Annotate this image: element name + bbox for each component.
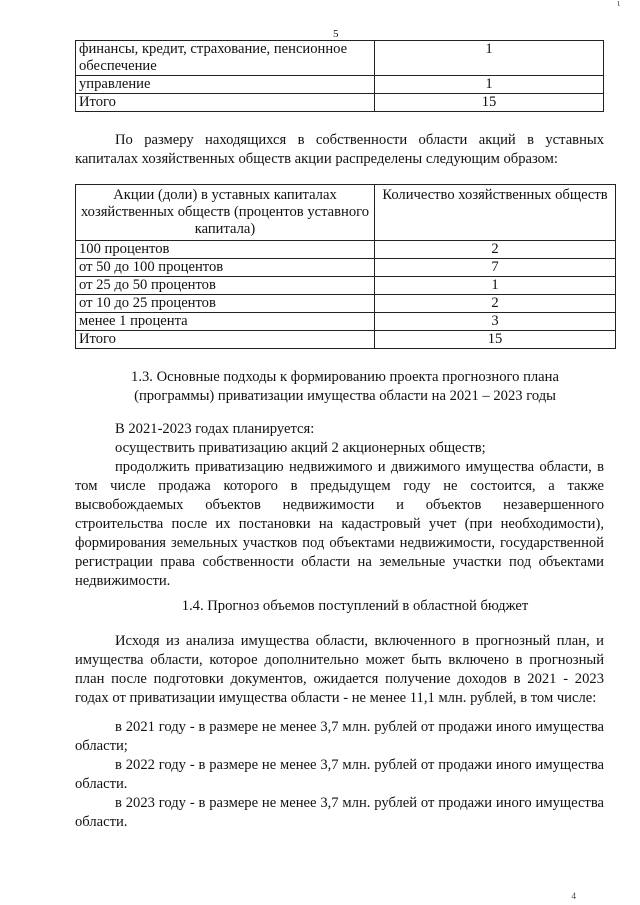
row-value: 3: [375, 313, 616, 331]
table-row: [76, 76, 604, 94]
row-value: 15: [375, 94, 604, 112]
corner-mark: ι: [617, 0, 620, 9]
table-row: [76, 295, 616, 313]
section-1-3-title: 1.3. Основные подходы к формированию проекта прогнозного плана (программы) приватизации имущества области на 2021 – 2023 годы: [131, 369, 559, 404]
section-1-4-paragraph: в 2022 году - в размере не менее 3,7 млн. рублей от продажи иного имущества области.: [75, 757, 604, 792]
row-value: 1: [375, 41, 604, 76]
row-value: 2: [375, 241, 616, 259]
row-value: 2: [375, 295, 616, 313]
row-label: Итого: [76, 331, 375, 349]
footer-mark: 4: [571, 891, 576, 901]
table-row: [76, 94, 604, 112]
section-1-3-paragraph: осуществить приватизацию акций 2 акционерных обществ;: [115, 440, 486, 456]
shares-table: [75, 184, 616, 349]
section-1-4-title: 1.4. Прогноз объемов поступлений в областной бюджет: [181, 598, 529, 614]
row-label: менее 1 процента: [76, 313, 375, 331]
row-label: финансы, кредит, страхование, пенсионное обеспечение: [76, 41, 375, 76]
row-value: 1: [375, 76, 604, 94]
row-label: от 50 до 100 процентов: [76, 259, 375, 277]
row-value: 1: [375, 277, 616, 295]
page-number: 5: [333, 28, 339, 40]
row-label: 100 процентов: [76, 241, 375, 259]
section-1-3-paragraph: В 2021-2023 годах планируется:: [115, 421, 315, 437]
table-row: [76, 259, 616, 277]
header-count: Количество хозяйственных обществ: [375, 185, 616, 241]
table-row: [76, 41, 604, 76]
section-1-3-paragraph: продолжить приватизацию недвижимого и движимого имущества области, в том числе продажа которого в предыдущем году не состоится, а также высвобождаемых объектов недвижимости и объектов незавершенного строительства после их постановки на кадастровый учет (при необходимости), формирования земельных участков под объектами недвижимости, государственной регистрации права собственности области на земельные участки под объектами недвижимости.: [75, 459, 604, 589]
table-row: [76, 331, 616, 349]
table-row: [76, 241, 616, 259]
header-shares: Акции (доли) в уставных капиталах хозяйственных обществ (процентов уставного капитала): [76, 185, 375, 241]
row-label: от 10 до 25 процентов: [76, 295, 375, 313]
section-1-4-paragraph: Исходя из анализа имущества области, включенного в прогнозный план, и имущества области, которое дополнительно может быть включено в прогнозный план после подготовки документов, ожидается получение доходов в 2021 - 2023 годах от приватизации имущества области - не менее 11,1 млн. рублей, в том числе:: [75, 633, 604, 706]
section-1-4-paragraph: в 2023 году - в размере не менее 3,7 млн. рублей от продажи иного имущества области.: [75, 795, 604, 830]
intro-paragraph: По размеру находящихся в собственности области акций в уставных капиталах хозяйственных обществ акции распределены следующим образом:: [75, 132, 604, 167]
row-value: 7: [375, 259, 616, 277]
row-label: Итого: [76, 94, 375, 112]
row-label: от 25 до 50 процентов: [76, 277, 375, 295]
industry-table: [75, 40, 604, 112]
section-1-4-paragraph: в 2021 году - в размере не менее 3,7 млн. рублей от продажи иного имущества области;: [75, 719, 604, 754]
table-header-row: [76, 185, 616, 241]
row-label: управление: [76, 76, 375, 94]
table-row: [76, 313, 616, 331]
table-row: [76, 277, 616, 295]
row-value: 15: [375, 331, 616, 349]
